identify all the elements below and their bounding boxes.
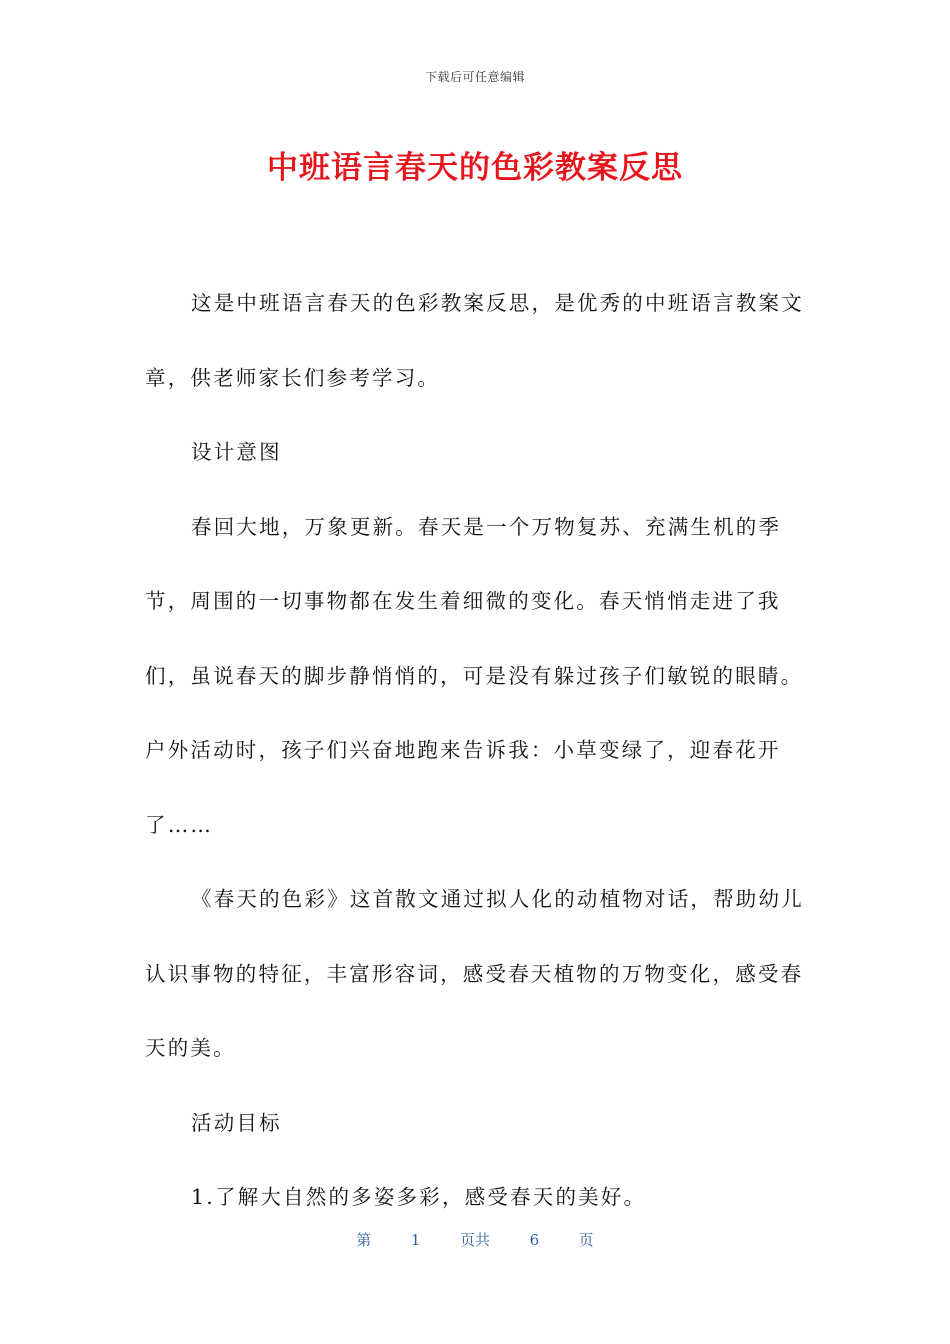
paragraph-design-intent: 春回大地，万象更新。春天是一个万物复苏、充满生机的季节，周围的一切事物都在发生着细微的变化。春天悄悄走进了我们，虽说春天的脚步静悄悄的，可是没有躲过孩子们敏锐的眼睛。户外活动时，孩子们兴奋地跑来告诉我：小草变绿了，迎春花开了…… (145, 514, 804, 837)
page-footer (0, 1229, 950, 1250)
footer-ye-gong: 页共 (459, 1231, 490, 1249)
document-body (145, 266, 805, 1235)
heading-activity-goals: 活动目标 (191, 1110, 282, 1135)
paragraph-prose-description: 《春天的色彩》这首散文通过拟人化的动植物对话，帮助幼儿认识事物的特征，丰富形容词，感受春天植物的万物变化，感受春天的美。 (145, 887, 804, 1060)
paragraph-goal-1: 1.了解大自然的多姿多彩，感受春天的美好。 (191, 1185, 647, 1209)
footer-page-number: 1 (410, 1231, 421, 1249)
footer-ye: 页 (578, 1231, 594, 1249)
footer-total-pages: 6 (529, 1231, 540, 1249)
heading-design-intent: 设计意图 (191, 440, 282, 464)
paragraph-intro: 这是中班语言春天的色彩教案反思，是优秀的中班语言教案文章，供老师家长们参考学习。 (145, 291, 804, 390)
document-title: 中班语言春天的色彩教案反思 (267, 150, 683, 186)
header-note: 下载后可任意编辑 (424, 70, 525, 84)
footer-di: 第 (356, 1231, 372, 1249)
